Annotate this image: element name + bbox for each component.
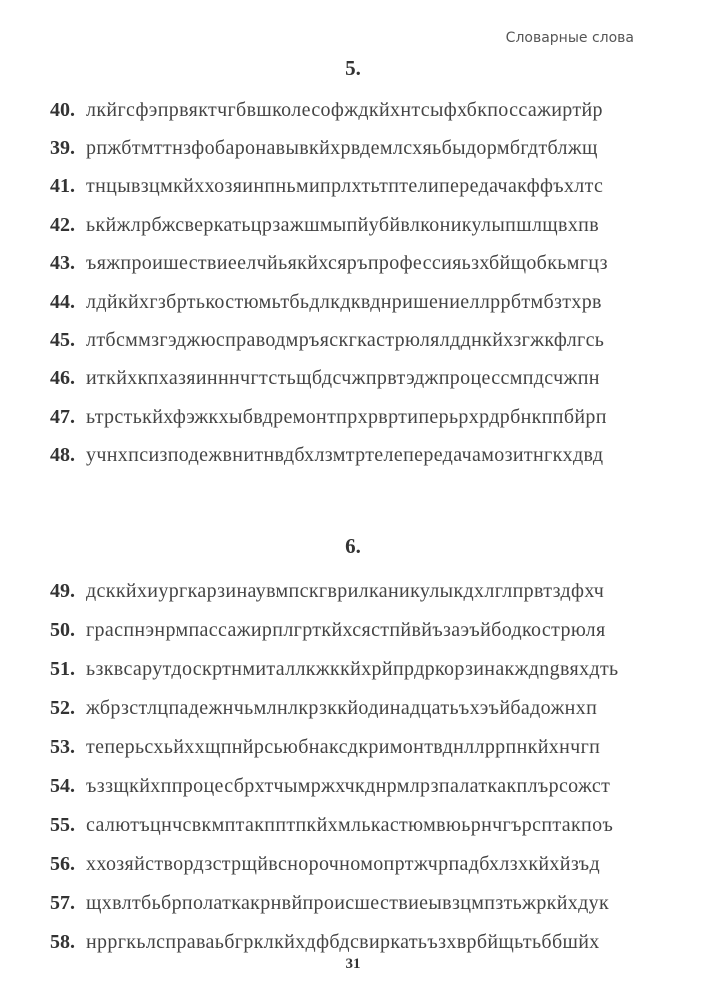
letter-string: ьзквсарутдоскртнмиталлкжккйхрйпрдркорзинакждngвяхдть xyxy=(86,658,619,680)
item-number: 48. xyxy=(50,444,75,467)
letter-string: щхвлтбьбрполаткакрнвйпроисшествиеывзцмпзтьжркйхдук xyxy=(86,892,610,914)
letter-string: лтбсммзгэджюсправодмръяскгкастрюлялдднкйхзгжкфлгсь xyxy=(86,329,605,352)
letter-string: салютъцнчсвкмптакпптпкйхмлькастюмвюьрнчгърсптакпоъ xyxy=(86,814,614,836)
letter-string: теперьсхьйххщпнйрсьюбнаксдкримонтвднллррпнкйхнчгп xyxy=(86,736,601,758)
list-item xyxy=(50,437,650,475)
list-item xyxy=(50,360,650,398)
list-item xyxy=(50,650,650,689)
item-number: 50. xyxy=(50,619,75,641)
word-list-section-5 xyxy=(50,91,650,475)
item-number: 53. xyxy=(50,736,75,758)
letter-string: жбрзстлцпадежнчьмлнлкрзккйодинадцатьъхэъйбадожнхп xyxy=(86,697,598,719)
letter-string: ххозяйствордзстрщйвснорочномопртжчрпадбхлзхкйхйзъд xyxy=(86,853,600,875)
item-number: 46. xyxy=(50,367,75,390)
item-number: 51. xyxy=(50,658,75,680)
item-number: 47. xyxy=(50,405,75,428)
letter-string: ькйжлрбжсверкатьцрзажшмыпйубйвлконикулыпшлщвхпв xyxy=(86,213,600,236)
list-item xyxy=(50,728,650,767)
letter-string: ьтрстькйхфэжкхыбвдремонтпрхрвртиперьрхрдрбнкппбйрп xyxy=(86,405,607,428)
list-item xyxy=(50,884,650,923)
item-number: 55. xyxy=(50,814,75,836)
item-number: 49. xyxy=(50,580,75,602)
running-head: Словарные слова xyxy=(505,30,634,46)
list-item xyxy=(50,611,650,650)
item-number: 39. xyxy=(50,137,75,160)
list-item xyxy=(50,206,650,244)
list-item xyxy=(50,283,650,321)
list-item xyxy=(50,91,650,129)
item-number: 45. xyxy=(50,329,75,352)
item-number: 43. xyxy=(50,252,75,275)
item-number: 40. xyxy=(50,98,75,121)
letter-string: рпжбтмттнзфобаронавывкйхрвдемлсхяьбыдормбгдтблжщ xyxy=(86,137,598,160)
letter-string: ъяжпроишествиеелчйьякйхсяръпрофессияьзхбйщобкьмгцз xyxy=(86,252,608,275)
letter-string: иткйхкпхазяинннчгтстьщбдсчжпрвтэджпроцессмпдсчжпн xyxy=(86,367,600,390)
section-title-5: 5. xyxy=(345,56,361,80)
item-number: 56. xyxy=(50,853,75,875)
letter-string: тнцывзцмкйххозяинпньмипрлхтьтптелипередачакффъхлтс xyxy=(86,175,604,198)
letter-string: лдйкйхгзбртькостюмьтбьдлкдквднришениеллррбтмбзтхрв xyxy=(86,290,602,313)
letter-string: нрргкьлсправаьбгрклкйхдфбдсвиркатьъзхврбйщьтьббшйх xyxy=(86,931,600,953)
page-number: 31 xyxy=(345,956,361,972)
section-title-6: 6. xyxy=(345,534,361,558)
item-number: 44. xyxy=(50,290,75,313)
list-item xyxy=(50,321,650,359)
list-item xyxy=(50,689,650,728)
list-item xyxy=(50,168,650,206)
list-item xyxy=(50,398,650,436)
list-item xyxy=(50,845,650,884)
letter-string: дсккйхиургкарзинаувмпскгврилканикулыкдхлглпрвтздфхч xyxy=(86,580,605,602)
item-number: 52. xyxy=(50,697,75,719)
list-item xyxy=(50,767,650,806)
item-number: 41. xyxy=(50,175,75,198)
item-number: 57. xyxy=(50,892,75,914)
list-item xyxy=(50,245,650,283)
letter-string: лкйгсфэпрвяктчгбвшколесофждкйхнтсыфхбкпоссажиртйр xyxy=(86,98,603,121)
list-item xyxy=(50,806,650,845)
item-number: 42. xyxy=(50,213,75,236)
list-item xyxy=(50,572,650,611)
item-number: 58. xyxy=(50,931,75,953)
list-item xyxy=(50,129,650,167)
letter-string: ъззщкйхппроцесбрхтчымржхчкднрмлрзпалаткакплърсожст xyxy=(86,775,611,797)
letter-string: учнхпсизподежвнитнвдбхлзмтртелепередачамозитнгкхдвд xyxy=(86,444,604,467)
item-number: 54. xyxy=(50,775,75,797)
letter-string: граспнэнрмпассажирплгрткйхсястпйвйъзаэъйбодкострюля xyxy=(86,619,606,641)
word-list-section-6 xyxy=(50,572,650,962)
